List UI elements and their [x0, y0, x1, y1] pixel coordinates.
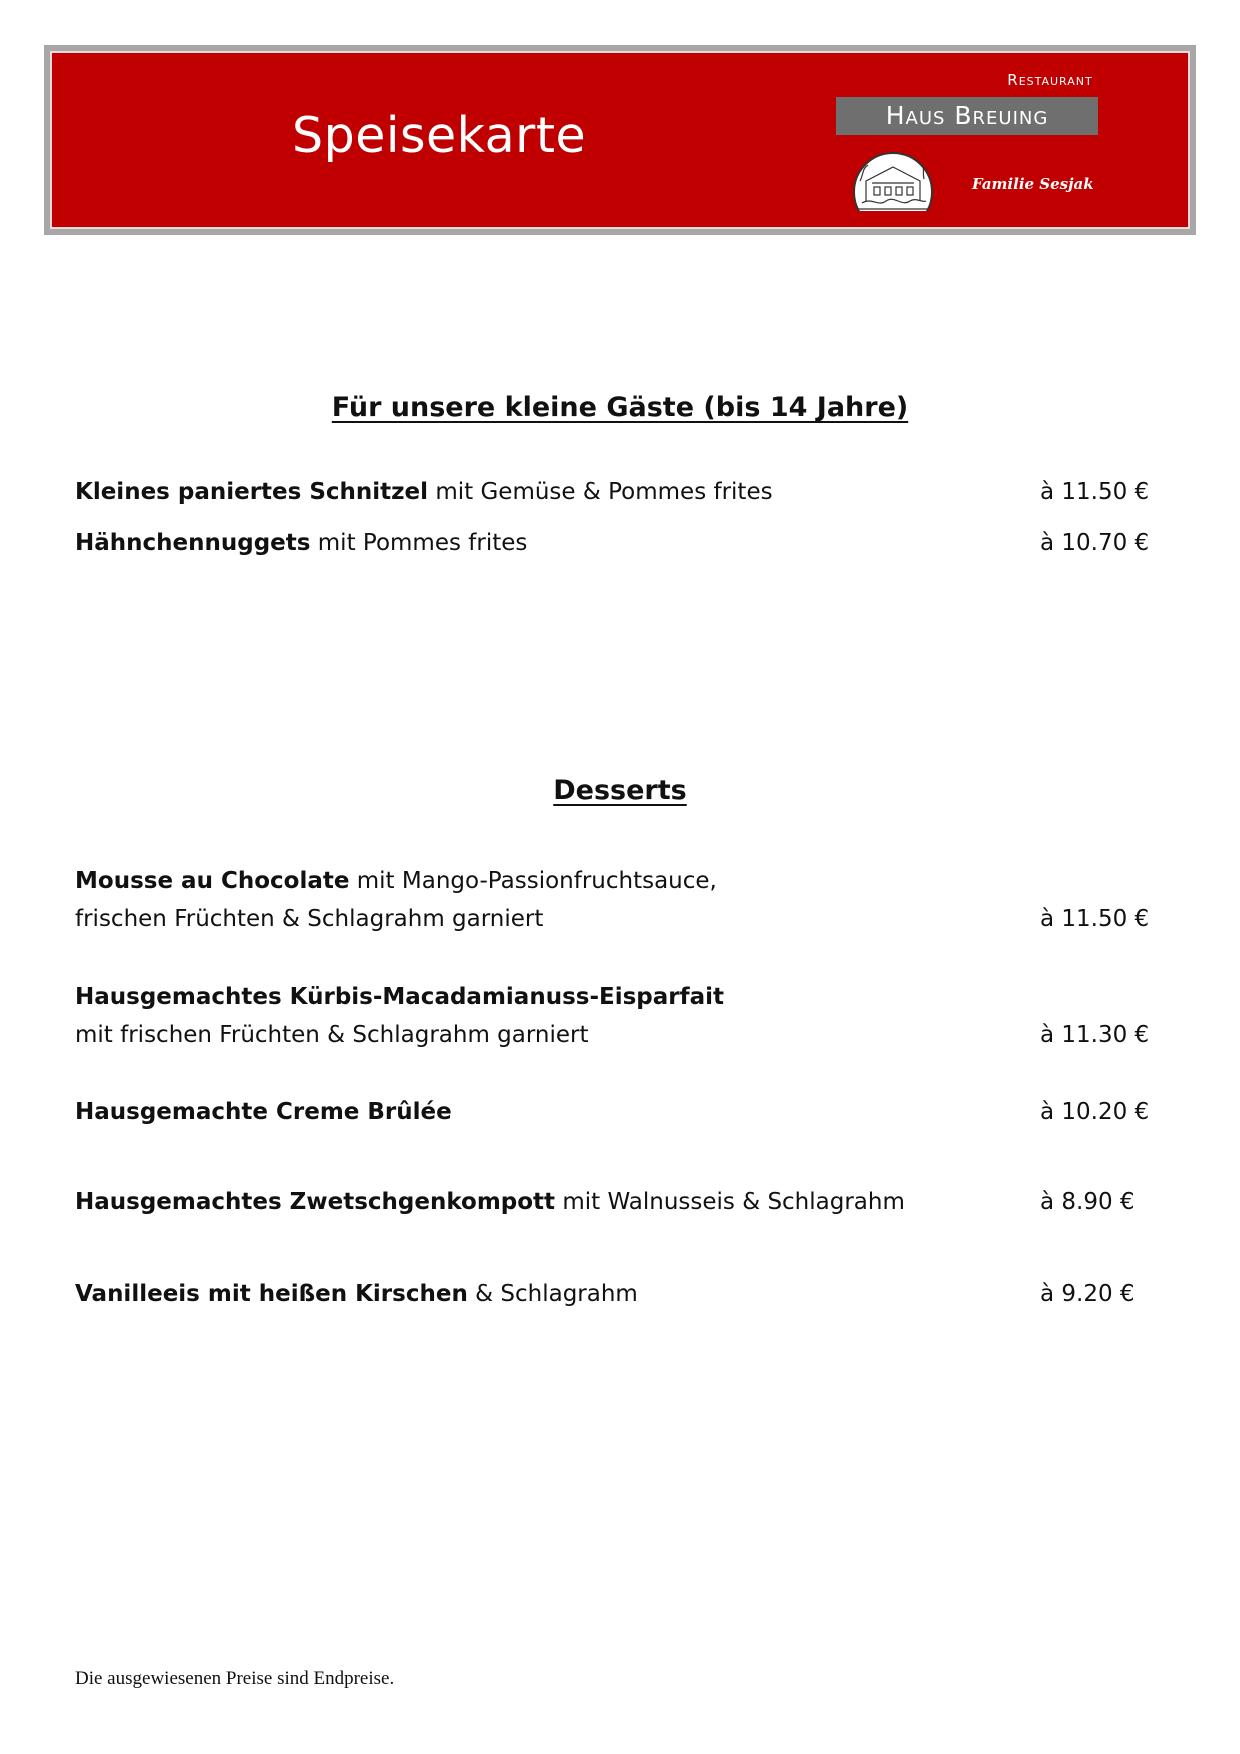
menu-item: [75, 473, 773, 511]
item-name: Vanilleeis mit heißen Kirschen: [75, 1281, 468, 1307]
item-description: mit Walnusseis & Schlagrahm: [555, 1189, 905, 1215]
item-name: Kleines paniertes Schnitzel: [75, 479, 429, 505]
item-name: Mousse au Chocolate: [75, 868, 350, 894]
item-name: Hausgemachtes Kürbis-Macadamianuss-Eisparfait: [75, 984, 725, 1010]
restaurant-name: Haus Breuing: [836, 97, 1098, 135]
item-price: à 11.50 €: [1040, 479, 1150, 505]
menu-item: [75, 978, 724, 1016]
item-price: à 11.50 €: [1040, 906, 1150, 932]
item-description-line2: mit frischen Früchten & Schlagrahm garniert: [75, 1022, 589, 1048]
section-title-kids: Für unsere kleine Gäste (bis 14 Jahre): [331, 392, 909, 423]
menu-item: [75, 1275, 638, 1313]
item-price: à 11.30 €: [1040, 1022, 1150, 1048]
menu-item: [75, 862, 717, 900]
page-title: Speisekarte: [292, 107, 587, 164]
item-description: mit Pommes frites: [310, 530, 528, 556]
item-name: Hausgemachte Creme Brûlée: [75, 1099, 452, 1125]
item-name: Hähnchennuggets: [75, 530, 311, 556]
menu-header: [44, 45, 1196, 235]
item-price: à 10.20 €: [1040, 1099, 1150, 1125]
house-emblem-icon: [852, 151, 934, 211]
item-description-line2: frischen Früchten & Schlagrahm garniert: [75, 906, 544, 932]
section-title-desserts: Desserts: [553, 775, 687, 806]
item-price: à 10.70 €: [1040, 530, 1150, 556]
item-description: mit Mango-Passionfruchtsauce,: [349, 868, 717, 894]
restaurant-label: Restaurant: [1007, 71, 1093, 89]
footer-note: Die ausgewiesenen Preise sind Endpreise.: [75, 1668, 395, 1689]
menu-item: [75, 1093, 452, 1131]
family-signature: Familie Sesjak: [972, 175, 1094, 193]
menu-item: [75, 524, 527, 562]
menu-item: [75, 1183, 905, 1221]
header-banner: [50, 51, 1190, 229]
item-price: à 9.20 €: [1040, 1281, 1135, 1307]
item-description: mit Gemüse & Pommes frites: [428, 479, 773, 505]
item-description: & Schlagrahm: [467, 1281, 638, 1307]
item-name: Hausgemachtes Zwetschgenkompott: [75, 1189, 556, 1215]
item-price: à 8.90 €: [1040, 1189, 1135, 1215]
